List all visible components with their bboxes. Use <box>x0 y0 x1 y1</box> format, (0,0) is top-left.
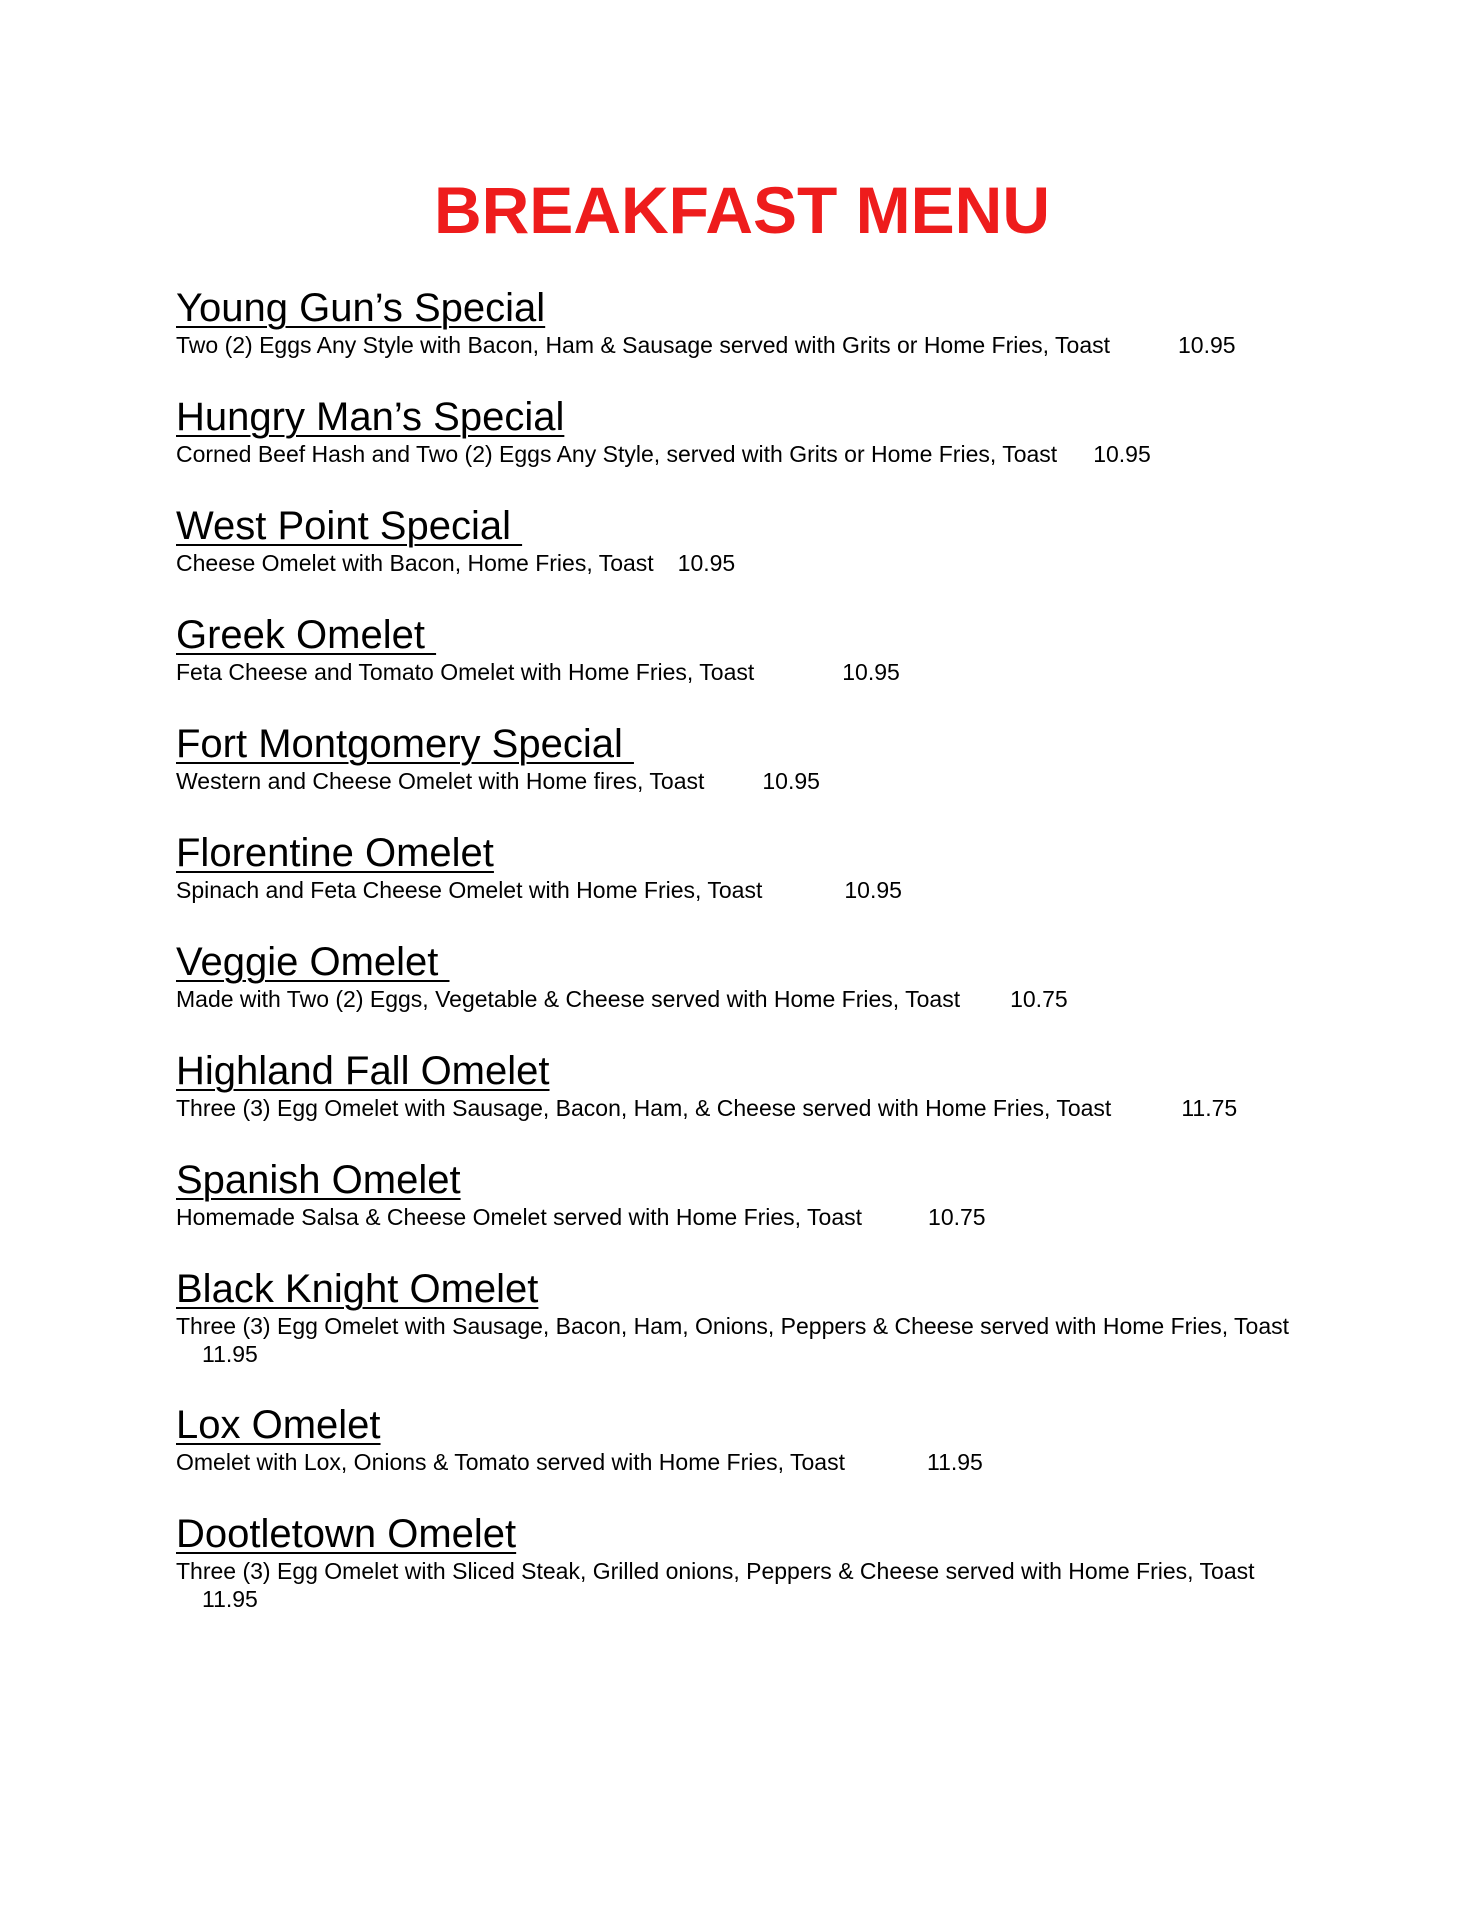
item-description-text: Spinach and Feta Cheese Omelet with Home Fries, Toast <box>176 877 763 903</box>
item-description <box>176 1312 1296 1368</box>
item-description-text: Corned Beef Hash and Two (2) Eggs Any Style, served with Grits or Home Fries, Toast <box>176 441 1058 467</box>
item-name: Black Knight Omelet <box>176 1267 539 1311</box>
menu-item-black-knight-omelet <box>176 1266 1336 1368</box>
item-name: Dootletown Omelet <box>176 1512 517 1556</box>
item-description <box>176 767 1336 795</box>
item-description <box>176 331 1336 359</box>
item-price: 10.95 <box>844 877 902 903</box>
item-price: 10.95 <box>677 550 736 576</box>
item-description <box>176 1203 1336 1231</box>
item-price: 11.75 <box>1181 1095 1238 1121</box>
menu-item-west-point-special <box>176 503 1336 577</box>
item-name: Highland Fall Omelet <box>176 1049 550 1093</box>
item-price: 10.95 <box>1178 332 1236 358</box>
item-price: 10.75 <box>1010 986 1068 1012</box>
item-description <box>176 985 1336 1013</box>
menu-item-lox-omelet <box>176 1402 1336 1476</box>
item-price: 10.95 <box>762 768 820 794</box>
item-name: Greek Omelet <box>176 613 437 657</box>
menu-item-young-guns-special <box>176 285 1336 359</box>
item-description <box>176 549 1336 577</box>
menu-title: BREAKFAST MENU <box>433 173 1050 247</box>
item-price: 11.95 <box>202 1341 258 1367</box>
menu-item-spanish-omelet <box>176 1157 1336 1231</box>
item-description <box>176 876 1336 904</box>
item-description <box>176 1094 1336 1122</box>
item-description-text: Omelet with Lox, Onions & Tomato served with Home Fries, Toast <box>176 1449 845 1475</box>
menu-item-greek-omelet <box>176 612 1336 686</box>
item-price: 11.95 <box>926 1449 983 1475</box>
item-price: 11.95 <box>202 1586 258 1612</box>
menu-item-dootletown-omelet <box>176 1511 1336 1613</box>
item-name: Florentine Omelet <box>176 831 494 875</box>
item-price: 10.95 <box>842 659 900 685</box>
menu-item-hungry-mans-special <box>176 394 1336 468</box>
menu-item-fort-montgomery-special <box>176 721 1336 795</box>
item-price: 10.75 <box>928 1204 986 1230</box>
item-price: 10.95 <box>1093 441 1151 467</box>
menu-item-florentine-omelet <box>176 830 1336 904</box>
item-name: Hungry Man’s Special <box>176 395 565 439</box>
item-description <box>176 1448 1336 1476</box>
item-description <box>176 1557 1276 1613</box>
item-name: West Point Special <box>176 504 523 548</box>
item-description <box>176 658 1336 686</box>
item-name: Fort Montgomery Special <box>176 722 634 766</box>
item-name: Young Gun’s Special <box>176 286 546 330</box>
menu-item-veggie-omelet <box>176 939 1336 1013</box>
item-name: Lox Omelet <box>176 1403 381 1447</box>
item-description-text: Two (2) Eggs Any Style with Bacon, Ham & Sausage served with Grits or Home Fries, Toast <box>176 332 1111 358</box>
menu-item-highland-fall-omelet <box>176 1048 1336 1122</box>
item-description-text: Western and Cheese Omelet with Home fires, Toast <box>176 768 705 794</box>
item-description-text: Cheese Omelet with Bacon, Home Fries, Toast <box>176 550 654 576</box>
item-description-text: Homemade Salsa & Cheese Omelet served with Home Fries, Toast <box>176 1204 863 1230</box>
item-description-text: Three (3) Egg Omelet with Sausage, Bacon, Ham, Onions, Peppers & Cheese served with Home Fries, Toast <box>176 1313 1290 1339</box>
item-description-text: Three (3) Egg Omelet with Sausage, Bacon, Ham, & Cheese served with Home Fries, Toast <box>176 1095 1112 1121</box>
item-name: Spanish Omelet <box>176 1158 461 1202</box>
item-description-text: Three (3) Egg Omelet with Sliced Steak, Grilled onions, Peppers & Cheese served with Home Fries, Toast <box>176 1558 1255 1584</box>
item-name: Veggie Omelet <box>176 940 450 984</box>
item-description <box>176 440 1336 468</box>
item-description-text: Feta Cheese and Tomato Omelet with Home Fries, Toast <box>176 659 755 685</box>
item-description-text: Made with Two (2) Eggs, Vegetable & Cheese served with Home Fries, Toast <box>176 986 961 1012</box>
